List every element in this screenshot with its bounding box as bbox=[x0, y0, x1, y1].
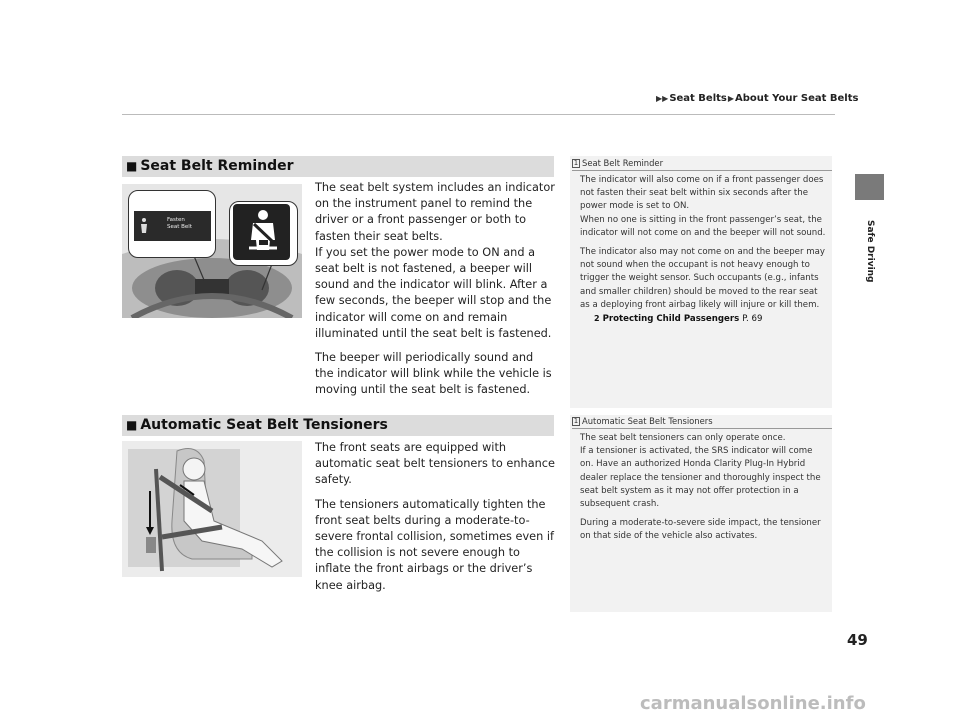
breadcrumb-about-seat-belts[interactable]: About Your Seat Belts bbox=[735, 93, 859, 104]
note-divider bbox=[572, 170, 832, 171]
note-paragraph: The indicator also may not come on and the beeper may not sound when the occupant is not heavy enough to trigger the weight sensor. Such occupants (e.g., infants and smaller children) should be moved to the rear seat as a deploying front airbag likely will injure or kill them. bbox=[580, 247, 825, 310]
square-bullet-icon: ■ bbox=[126, 159, 138, 173]
chapter-tab-marker bbox=[855, 174, 884, 200]
square-bullet-icon: ■ bbox=[126, 418, 138, 432]
watermark: carmanualsonline.info bbox=[640, 693, 866, 714]
seatbelt-reminder-icon bbox=[233, 204, 290, 260]
seat-belt-tensioner-illustration bbox=[122, 441, 302, 577]
arrow-icon: ▶▶ bbox=[656, 94, 669, 103]
xref-label: Protecting Child Passengers bbox=[602, 314, 740, 325]
seatbelt-person-icon bbox=[233, 204, 290, 260]
section2-body bbox=[315, 440, 555, 602]
chapter-tab-label[interactable]: Safe Driving bbox=[865, 220, 875, 283]
note-title-text: Seat Belt Reminder bbox=[582, 158, 664, 168]
note-title bbox=[572, 416, 713, 426]
note-title-text: Automatic Seat Belt Tensioners bbox=[582, 416, 713, 426]
seated-occupant-drawing bbox=[122, 441, 302, 577]
cross-reference-icon: 2 bbox=[594, 314, 600, 324]
note-title bbox=[572, 158, 663, 168]
section-title: Seat Belt Reminder bbox=[140, 158, 294, 174]
note-paragraph: The seat belt tensioners can only operate once. bbox=[580, 433, 786, 443]
paragraph: The front seats are equipped with automatic seat belt tensioners to enhance safety. bbox=[315, 441, 555, 487]
lcd-line-1: Fasten bbox=[167, 217, 185, 223]
section-header-seat-belt-reminder bbox=[122, 156, 554, 177]
section-title: Automatic Seat Belt Tensioners bbox=[140, 417, 388, 433]
breadcrumb-seat-belts[interactable]: Seat Belts bbox=[669, 93, 727, 104]
note-paragraph: If a tensioner is activated, the SRS indicator will come on. Have an authorized Honda Clarity Plug-In Hybrid dealer replace the tensioner and thoroughly inspect the seat belt system as it may not offer protection in a subsequent crash. bbox=[580, 446, 821, 510]
note-paragraph: The indicator will also come on if a front passenger does not fasten their seat belt within six seconds after the power mode is set to ON. bbox=[580, 175, 824, 212]
note-paragraph: When no one is sitting in the front passenger’s seat, the indicator will not come on and the beeper will not sound. bbox=[580, 214, 826, 238]
paragraph: The seat belt system includes an indicator on the instrument panel to remind the driver or a front passenger or both to fasten their seat belts. bbox=[315, 181, 555, 243]
note-body bbox=[580, 174, 828, 326]
lcd-message bbox=[167, 217, 192, 231]
small-seatbelt-icon bbox=[134, 211, 152, 241]
lcd-line-2: Seat Belt bbox=[167, 224, 192, 230]
section1-body bbox=[315, 180, 555, 407]
header-divider bbox=[122, 114, 835, 115]
xref-page: P. 69 bbox=[742, 314, 763, 325]
note-number-icon: 1 bbox=[573, 159, 579, 167]
breadcrumb bbox=[655, 93, 858, 104]
arrow-icon: ▶ bbox=[727, 94, 735, 103]
page-number: 49 bbox=[847, 631, 868, 649]
note-number-icon: 1 bbox=[573, 417, 579, 425]
note-body bbox=[580, 432, 828, 550]
paragraph: The tensioners automatically tighten the front seat belts during a moderate-to-severe frontal collision, sometimes even if the collision is not severe enough to inflate the front airbags or the driver’s knee airbag. bbox=[315, 497, 554, 592]
paragraph: If you set the power mode to ON and a seat belt is not fastened, a beeper will sound and the indicator will blink. After a few seconds, the beeper will stop and the indicator will come on and remain illuminated until the seat belt is fastened. bbox=[315, 245, 552, 340]
cross-reference-link[interactable] bbox=[594, 312, 828, 326]
note-paragraph: During a moderate-to-severe side impact, the tensioner on that side of the vehicle also activates. bbox=[580, 518, 821, 542]
note-divider bbox=[572, 428, 832, 429]
section-header-tensioners bbox=[122, 415, 554, 436]
paragraph: The beeper will periodically sound and the indicator will blink while the vehicle is moving until the seat belt is fastened. bbox=[315, 351, 552, 397]
